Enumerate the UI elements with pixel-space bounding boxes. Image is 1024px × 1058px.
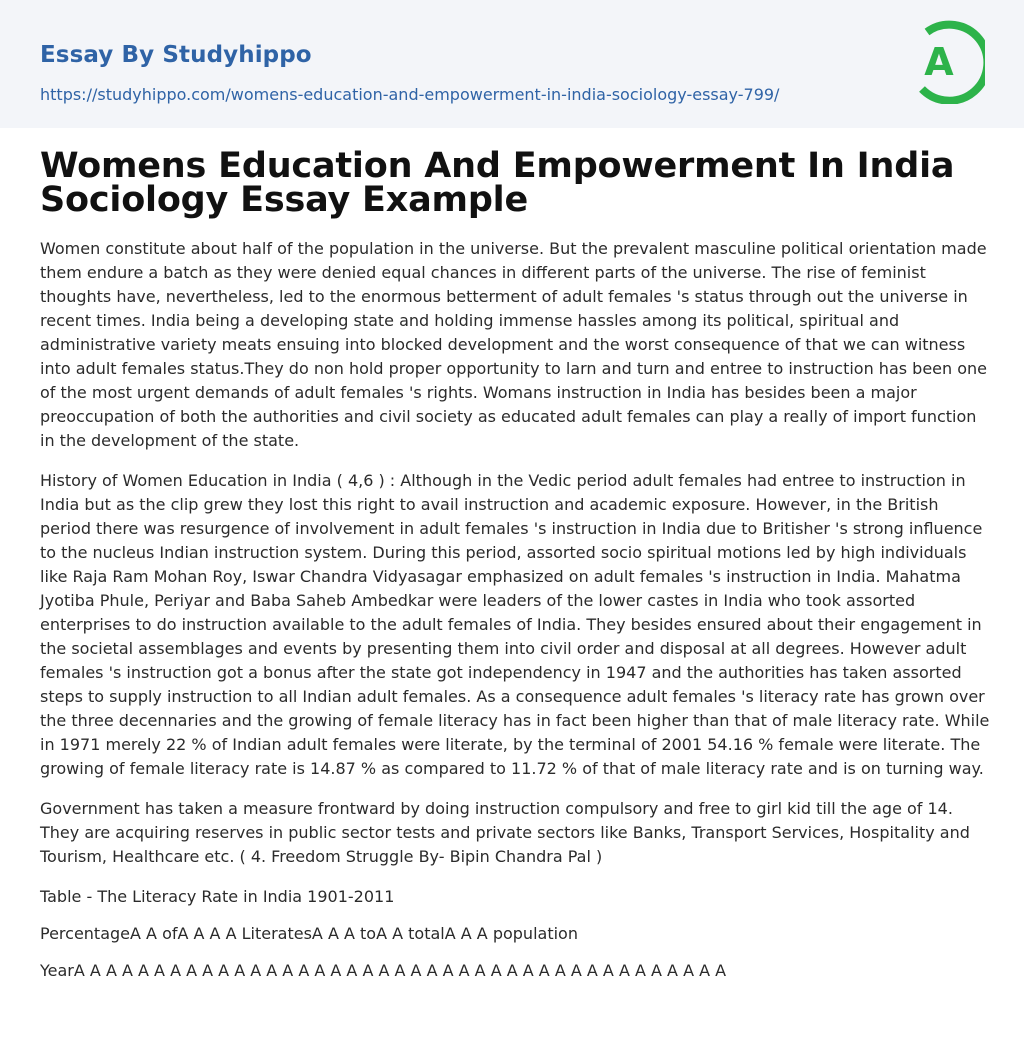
article bbox=[40, 146, 990, 996]
paragraph-intro: Women constitute about half of the population in the universe. But the prevalent masculine political orientation made them endure a batch as they were denied equal chances in different parts of the universe. The rise of feminist thoughts have, nevertheless, led to the enormous betterment of adult females 's status through out the universe in recent times. India being a developing state and holding immense hassles among its political, spiritual and administrative variety meats ensuing into blocked development and the worst consequence of that we can witness into adult females status.They do non hold proper opportunity to larn and turn and entree to instruction has been one of the most urgent demands of adult females 's rights. Womans instruction in India has besides been a major preoccupation of both the authorities and civil society as educated adult females can play a really of import function in the development of the state. bbox=[40, 239, 988, 450]
source-url-link[interactable]: https://studyhippo.com/womens-education-and-empowerment-in-india-sociology-essay-799/ bbox=[40, 85, 780, 104]
studyhippo-logo-icon[interactable] bbox=[913, 20, 985, 104]
table-year-line: YearA A A A A A A A A A A A A A A A A A A A A A A A A A A A A A A A A A A A A A A A A bbox=[40, 961, 727, 980]
table-caption: Table - The Literacy Rate in India 1901-2011 bbox=[40, 887, 395, 906]
table-header-line: PercentageA A ofA A A A LiteratesA A A toA A totalA A A population bbox=[40, 924, 578, 943]
paragraph-history: History of Women Education in India ( 4,6 ) : Although in the Vedic period adult females had entree to instruction in India but as the clip grew they lost this right to avail instruction and academic exposure. However, in the British period there was resurgence of involvement in adult females 's instruction in India due to Britisher 's strong influence to the nucleus Indian instruction system. During this period, assorted socio spiritual motions led by high individuals like Raja Ram Mohan Roy, Iswar Chandra Vidyasagar emphasized on adult females 's instruction in India. Mahatma Jyotiba Phule, Periyar and Baba Saheb Ambedkar were leaders of the lower castes in India who took assorted enterprises to do instruction available to the adult females of India. They besides ensured about their engagement in the societal assemblages and events by presenting them into civil order and disposal at all degrees. However adult females 's instruction got a bonus after the state got independency in 1947 and the authorities has taken assorted steps to supply instruction to all Indian adult females. As a consequence adult females 's literacy rate has grown over the three decennaries and the growing of female literacy has in fact been higher than that of male literacy rate. While in 1971 merely 22 % of Indian adult females were literate, by the terminal of 2001 54.16 % female were literate. The growing of female literacy rate is 14.87 % as compared to 11.72 % of that of male literacy rate and is on turning way. bbox=[40, 471, 990, 778]
paragraph-government: Government has taken a measure frontward by doing instruction compulsory and free to girl kid till the age of 14. They are acquiring reserves in public sector tests and private sectors like Banks, Transport Services, Hospitality and Tourism, Healthcare etc. ( 4. Freedom Struggle By- Bipin Chandra Pal ) bbox=[40, 799, 970, 866]
article-title: Womens Education And Empowerment In India Sociology Essay Example bbox=[40, 146, 955, 220]
site-brand[interactable]: Essay By Studyhippo bbox=[40, 42, 312, 68]
logo-letter: A bbox=[924, 40, 954, 84]
site-header bbox=[0, 0, 1024, 128]
